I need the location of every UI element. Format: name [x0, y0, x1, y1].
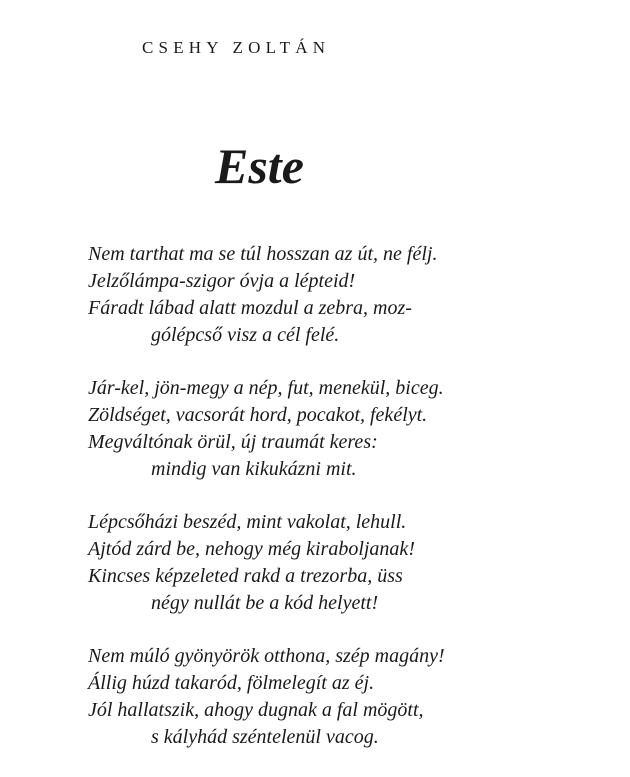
- poem-line-indented: s kályhád széntelenül vacog.: [151, 726, 379, 748]
- stanza-2: [88, 375, 608, 483]
- poem-line-indented: mindig van kikukázni mit.: [151, 458, 357, 480]
- poem-title: Este: [215, 138, 304, 194]
- poem-body: [88, 241, 608, 777]
- poem-line: Fáradt lábad alatt mozdul a zebra, moz-: [88, 297, 412, 319]
- poem-line-indented: négy nullát be a kód helyett!: [151, 592, 379, 614]
- poem-line-indented: gólépcső visz a cél felé.: [151, 324, 340, 346]
- stanza-3: [88, 509, 608, 617]
- poem-line: Állig húzd takaród, fölmelegít az éj.: [88, 672, 375, 694]
- poem-line: Nem múló gyönyörök otthona, szép magány!: [88, 645, 445, 667]
- stanza-1: [88, 241, 608, 349]
- stanza-4: [88, 643, 608, 751]
- poem-line: Lépcsőházi beszéd, mint vakolat, lehull.: [88, 511, 407, 533]
- poem-line: Jár-kel, jön-megy a nép, fut, menekül, biceg.: [88, 377, 444, 399]
- author-name: CSEHY ZOLTÁN: [142, 38, 331, 57]
- poem-line: Ajtód zárd be, nehogy még kiraboljanak!: [88, 538, 415, 560]
- poem-line: Zöldséget, vacsorát hord, pocakot, fekélyt.: [88, 404, 428, 426]
- poem-line: Jól hallatszik, ahogy dugnak a fal mögött,: [88, 699, 424, 721]
- poem-line: Kincses képzeleted rakd a trezorba, üss: [88, 565, 403, 587]
- poem-line: Megváltónak örül, új traumát keres:: [88, 431, 378, 453]
- poem-line: Nem tarthat ma se túl hosszan az út, ne félj.: [88, 243, 438, 265]
- poem-line: Jelzőlámpa-szigor óvja a lépteid!: [88, 270, 356, 292]
